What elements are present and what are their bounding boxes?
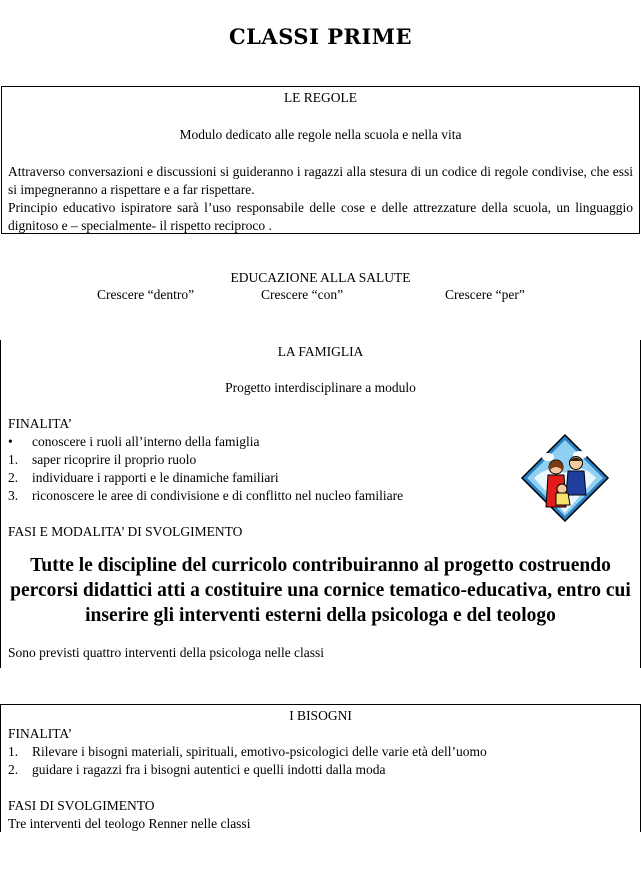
salute-item-per: Crescere “per”: [445, 287, 525, 302]
bisogni-note: Tre interventi del teologo Renner nelle classi: [8, 816, 251, 831]
salute-subheadings: [0, 287, 641, 307]
salute-heading: EDUCAZIONE ALLA SALUTE: [230, 270, 411, 285]
family-illustration-icon: [520, 433, 610, 523]
list-item-text: individuare i rapporti e le dinamiche familiari: [32, 470, 279, 485]
number-marker: 2.: [8, 470, 19, 485]
regole-box: [1, 86, 640, 234]
number-marker: 1.: [8, 452, 19, 467]
list-item-text: saper ricoprire il proprio ruolo: [32, 452, 197, 467]
bisogni-fasi-label: FASI DI SVOLGIMENTO: [8, 798, 155, 813]
list-item: [8, 743, 633, 761]
famiglia-finalita-label: FINALITA’: [8, 416, 73, 431]
famiglia-subtitle: Progetto interdisciplinare a modulo: [225, 380, 416, 395]
regole-heading: LE REGOLE: [283, 90, 358, 105]
page-title: CLASSI PRIME: [228, 24, 413, 49]
bisogni-finalita-label: FINALITA’: [8, 726, 73, 741]
salute-item-con: Crescere “con”: [261, 287, 344, 302]
salute-item-dentro: Crescere “dentro”: [97, 287, 195, 302]
bullet-marker: •: [8, 434, 13, 449]
famiglia-fasi-label: FASI E MODALITA’ DI SVOLGIMENTO: [8, 524, 243, 539]
bisogni-heading: I BISOGNI: [289, 708, 352, 723]
famiglia-note: Sono previsti quattro interventi della psicologa nelle classi: [8, 645, 325, 660]
list-item-text: Rilevare i bisogni materiali, spirituali, emotivo-psicologici delle varie età dell’uomo: [32, 744, 487, 759]
famiglia-big-text: Tutte le discipline del curricolo contribuiranno al progetto costruendo percorsi didattici atti a costituire una cornice tematico-educativa, entro cui inserire gli interventi esterni della psicologa e del teologo: [10, 555, 631, 626]
bisogni-finalita-list: [8, 743, 633, 779]
regole-subtitle: Modulo dedicato alle regole nella scuola e nella vita: [179, 127, 462, 142]
regole-paragraph-2: Principio educativo ispiratore sarà l’uso responsabile delle cose e delle attrezzature della scuola, un linguaggio dignitoso e – specialmente- il rispetto reciproco .: [8, 200, 633, 233]
number-marker: 3.: [8, 488, 19, 503]
famiglia-heading: LA FAMIGLIA: [277, 344, 364, 359]
list-item-text: riconoscere le aree di condivisione e di conflitto nel nucleo familiare: [32, 488, 404, 503]
bisogni-box: [0, 704, 641, 832]
number-marker: 1.: [8, 744, 19, 759]
famiglia-box: [0, 340, 641, 668]
number-marker: 2.: [8, 762, 19, 777]
list-item-text: conoscere i ruoli all’interno della famiglia: [32, 434, 260, 449]
regole-paragraph-1: Attraverso conversazioni e discussioni si guideranno i ragazzi alla stesura di un codice di regole condivise, che essi si impegneranno a rispettare e a far rispettare.: [8, 164, 633, 197]
list-item-text: guidare i ragazzi fra i bisogni autentici e quelli indotti dalla moda: [32, 762, 386, 777]
list-item: [8, 761, 633, 779]
